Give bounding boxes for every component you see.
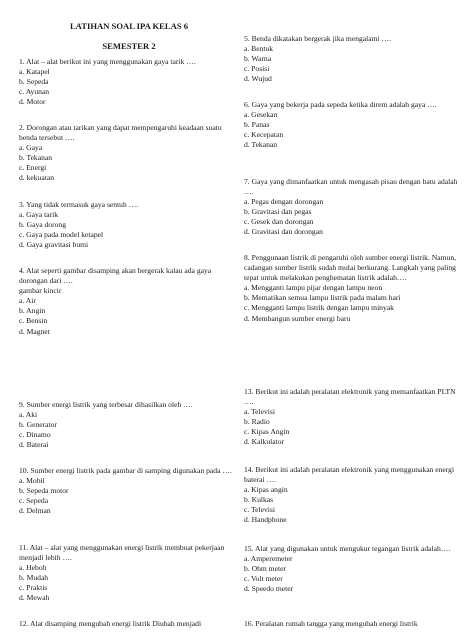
option-d: d. Motor xyxy=(19,97,46,107)
option-b: b. Radio xyxy=(244,417,270,427)
option-c: c. Kipas Angin xyxy=(244,427,290,437)
option-d: d. Handphone xyxy=(244,515,287,525)
option-a: a. Mobil xyxy=(19,476,45,486)
option-a: a. Pegas dengan dorongan xyxy=(244,197,324,207)
option-a: a. Katapel xyxy=(19,67,50,77)
option-d: d. Speedo meter xyxy=(244,584,294,594)
option-c: c. Volt meter xyxy=(244,574,283,584)
option-a: a. Air xyxy=(19,296,36,306)
option-c: c. Dinamo xyxy=(19,430,51,440)
option-d: d. Gaya gravitasi bumi xyxy=(19,240,89,250)
option-d: d. Wujud xyxy=(244,74,272,84)
question-11 xyxy=(19,543,239,604)
option-c: c. Kecepatan xyxy=(244,130,284,140)
question-12 xyxy=(19,619,239,629)
question-text: 8. Penggunaan listrik di pengaruhi oleh sumber energi listrik. Namun, cadangan sumber listrik sudah mulai berkurang. Langkah yang paling tepat untuk melakukan penghematan listrik adalah…. xyxy=(244,253,457,283)
option-a: a. Gaya xyxy=(19,143,43,153)
question-8 xyxy=(244,253,464,324)
option-c: c. Posisi xyxy=(244,64,270,74)
option-b: b. Sepeda xyxy=(19,77,49,87)
option-c: c. Televisi xyxy=(244,505,275,515)
option-a: a. Kipas angin xyxy=(244,485,288,495)
option-d: d. kekuatan xyxy=(19,173,55,183)
worksheet-title: LATIHAN SOAL IPA KELAS 6 xyxy=(69,21,189,31)
option-b: b. Sepeda motor xyxy=(19,486,69,496)
option-b: b. Generator xyxy=(19,420,57,430)
option-c: c. Mengganti lampu listrik dengan lampu minyak xyxy=(244,303,394,313)
option-b: b. Tekanan xyxy=(19,153,53,163)
option-a: a. Amperemeter xyxy=(244,554,293,564)
option-d: d. Kalkulator xyxy=(244,437,285,447)
option-d: d. Delman xyxy=(19,506,51,516)
question-text: 13. Berikut ini adalah peralatan elektronik yang memanfaatkan PLTN …. xyxy=(244,387,456,407)
option-c: c. Ayunan xyxy=(19,87,50,97)
question-text: 14. Berikut ini adalah peralatan elektronik yang menggunakan energi baterai …. xyxy=(244,465,455,485)
option-a: a. Mengganti lampu pijar dengan lampu neon xyxy=(244,283,383,293)
question-text: 4. Alat seperti gambar disamping akan bergerak kalau ada gaya dorongan dari …. xyxy=(19,266,212,286)
question-text: 10. Sumber energi listrik pada gambar di samping digunakan pada …. xyxy=(19,466,232,475)
option-c: c. Energi xyxy=(19,163,47,173)
option-c: c. Bensin xyxy=(19,316,48,326)
semester-label: SEMESTER 2 xyxy=(102,41,156,51)
option-b: b. Mudah xyxy=(19,573,49,583)
option-d: d. Magnet xyxy=(19,326,50,336)
question-text: 3. Yang tidak termasuk gaya sentuh …. xyxy=(19,200,139,209)
option-d: d. Baterai xyxy=(19,440,49,450)
question-2 xyxy=(19,123,239,184)
question-16 xyxy=(244,619,464,629)
question-15 xyxy=(244,544,464,594)
option-d: d. Membangun sumber energi baru xyxy=(244,313,351,323)
question-text: 12. Alat disamping mengubah energi listrik Diubah menjadi xyxy=(19,619,202,628)
option-c: c. Praktis xyxy=(19,583,48,593)
question-text: 5. Benda dikatakan bergerak jika mengalami …. xyxy=(244,34,392,43)
question-14 xyxy=(244,465,464,526)
option-b: b. Kulkas xyxy=(244,495,274,505)
question-9 xyxy=(19,400,239,450)
question-text: 2. Dorongan atau tarikan yang dapat mempengaruhi keadaan suatu benda tersebut …. xyxy=(19,123,222,143)
option-a: a. Heboh xyxy=(19,563,47,573)
question-text: 16. Peralatan rumah tangga yang mengubah energi listrik xyxy=(244,619,418,628)
question-text: 11. Alat – alat yang menggunakan energi listrik membuat pekerjaan menjadi lebih …. xyxy=(19,543,225,563)
option-b: b. Warna xyxy=(244,54,272,64)
option-c: c. Gaya pada model ketapel xyxy=(19,230,104,240)
option-a: a. Gaya tarik xyxy=(19,210,59,220)
question-6 xyxy=(244,100,464,150)
question-1 xyxy=(19,57,239,107)
option-d: d. Tekanan xyxy=(244,140,278,150)
question-text: 9. Sumber energi listrik yang terbesar dihasilkan oleh …. xyxy=(19,400,193,409)
image-caption: gambar kincir xyxy=(19,286,62,296)
option-b: b. Angin xyxy=(19,306,46,316)
option-b: b. Gravitasi dan pegas xyxy=(244,207,312,217)
question-3 xyxy=(19,200,239,250)
option-d: d. Gravitasi dan dorongan xyxy=(244,227,323,237)
option-c: c. Sepeda xyxy=(19,496,49,506)
option-b: b. Gaya dorong xyxy=(19,220,67,230)
question-5 xyxy=(244,34,464,84)
question-13 xyxy=(244,387,464,448)
option-b: b. Ohm meter xyxy=(244,564,286,574)
option-a: a. Televisi xyxy=(244,407,275,417)
option-c: c. Gesek dan dorongan xyxy=(244,217,314,227)
question-text: 6. Gaya yang bekerja pada sepeda ketika direm adalah gaya …. xyxy=(244,100,437,109)
question-10 xyxy=(19,466,239,516)
question-text: 15. Alat yang digunakan untuk mengukur tegangan listrik adalah…. xyxy=(244,544,451,553)
question-7 xyxy=(244,177,464,238)
option-a: a. Gesekan xyxy=(244,110,278,120)
option-b: b. Panas xyxy=(244,120,270,130)
option-a: a. Aki xyxy=(19,410,38,420)
question-text: 7. Gaya yang dimanfaatkan untuk mengasah pisau dengan batu adalah …. xyxy=(244,177,458,197)
question-4 xyxy=(19,266,239,337)
option-a: a. Bentuk xyxy=(244,44,274,54)
question-text: 1. Alat – alat berikut ini yang menggunakan gaya tarik …. xyxy=(19,57,196,66)
option-b: b. Mematikan semua lampu listrik pada malam hari xyxy=(244,293,401,303)
option-d: d. Mewah xyxy=(19,593,50,603)
